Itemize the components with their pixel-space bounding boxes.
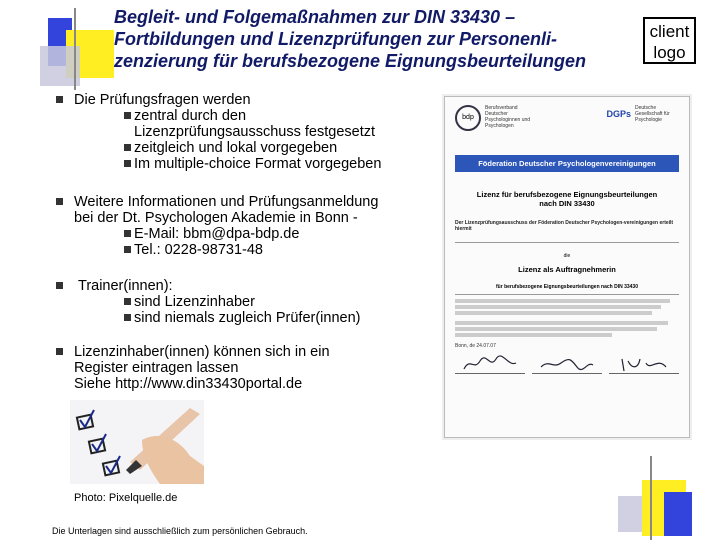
signature-2 xyxy=(532,355,602,374)
logo-line-2: logo xyxy=(653,43,686,62)
sub-bullet-marker xyxy=(124,298,131,305)
license-certificate-image xyxy=(444,96,690,438)
bullet-more-info xyxy=(52,194,442,258)
decor-line xyxy=(74,8,76,90)
sub-bullet-marker xyxy=(124,144,131,151)
bullet-text: Trainer(innen): xyxy=(78,278,173,294)
title-line-1: Begleit- und Folgemaßnahmen zur DIN 33430 – xyxy=(114,7,516,27)
decor-line-bottom xyxy=(650,456,652,540)
sub-bullet-marker xyxy=(124,314,131,321)
register-link-text[interactable]: Siehe http://www.din33430portal.de xyxy=(74,376,303,392)
slide-title xyxy=(114,6,644,72)
photo-caption: Photo: Pixelquelle.de xyxy=(74,492,178,504)
logo-line-1: client xyxy=(649,22,690,41)
bullet-marker xyxy=(56,96,63,103)
bullet-text: Weitere Informationen und Prüfungsanmeldung xyxy=(74,194,379,210)
sub-bullet-marker xyxy=(124,112,131,119)
sub-bullet-marker xyxy=(124,160,131,167)
sub-bullet-text: zentral durch den xyxy=(134,108,247,124)
bullet-text: Register eintragen lassen xyxy=(74,360,239,376)
bullet-register xyxy=(52,344,442,392)
bullet-marker xyxy=(56,198,63,205)
dgps-logo: DGPs xyxy=(606,109,631,119)
cert-signatures xyxy=(455,355,679,374)
bdp-logo-icon: bdp xyxy=(455,105,481,131)
cert-body-1: Der Lizenzprüfungsausschuss der Föderation Deutscher Psychologen-vereinigungen erteilt hiermit xyxy=(455,220,674,232)
cert-heading xyxy=(455,190,679,208)
cert-name-line xyxy=(455,242,679,243)
bullet-trainers xyxy=(52,278,442,326)
cert-holder: Lizenz als Auftragnehmerin xyxy=(518,265,616,274)
client-logo xyxy=(643,17,696,64)
sub-bullet-text: Im multiple-choice Format vorgegeben xyxy=(134,156,382,172)
sub-bullet-text: sind Lizenzinhaber xyxy=(134,294,255,310)
email-text: E-Mail: bbm@dpa-bdp.de xyxy=(134,226,300,242)
sub-bullet-text: zeitgleich und lokal vorgegeben xyxy=(134,140,338,156)
decor-block-blue-bottom xyxy=(664,492,692,536)
bullet-text: Lizenzinhaber(innen) können sich in ein xyxy=(74,344,330,360)
cert-org-right: Deutsche Gesellschaft für Psychologie xyxy=(635,105,670,123)
sub-bullet-marker xyxy=(124,246,131,253)
cert-heading-line-1: Lizenz für berufsbezogene Eignungsbeurteilungen xyxy=(476,190,658,199)
cert-fineprint xyxy=(455,299,679,337)
title-line-2: Fortbildungen und Lizenzprüfungen zur Personenli- xyxy=(114,29,557,49)
bullet-text: bei der Dt. Psychologen Akademie in Bonn - xyxy=(74,210,358,226)
cert-org-left: Berufsverband Deutscher Psychologinnen und Psychologen xyxy=(485,105,531,129)
bullet-marker xyxy=(56,282,63,289)
phone-text: Tel.: 0228-98731-48 xyxy=(134,242,263,258)
cert-federation-banner: Föderation Deutscher Psychologenvereinigungen xyxy=(455,155,679,172)
footer-note: Die Unterlagen sind ausschließlich zum persönlichen Gebrauch. xyxy=(52,526,308,536)
signature-1 xyxy=(455,355,525,374)
signature-3 xyxy=(609,355,679,374)
checklist-photo xyxy=(70,400,204,484)
bullet-exam-questions xyxy=(52,92,442,172)
cert-heading-line-2: nach DIN 33430 xyxy=(539,199,595,208)
cert-divider xyxy=(455,294,679,295)
cert-body-2: für berufsbezogene Eignungsbeurteilungen nach DIN 33430 xyxy=(496,284,638,290)
bullet-text: Die Prüfungsfragen werden xyxy=(74,92,251,108)
sub-bullet-marker xyxy=(124,230,131,237)
sub-bullet-text: Lizenzprüfungsausschuss festgesetzt xyxy=(134,124,375,140)
cert-place-date: Bonn, de 24.07.07 xyxy=(455,343,496,349)
cert-die: die xyxy=(563,253,571,259)
bullet-marker xyxy=(56,348,63,355)
sub-bullet-text: sind niemals zugleich Prüfer(innen) xyxy=(134,310,361,326)
title-line-3: zenzierung für berufsbezogene Eignungsbeurteilungen xyxy=(114,51,587,71)
